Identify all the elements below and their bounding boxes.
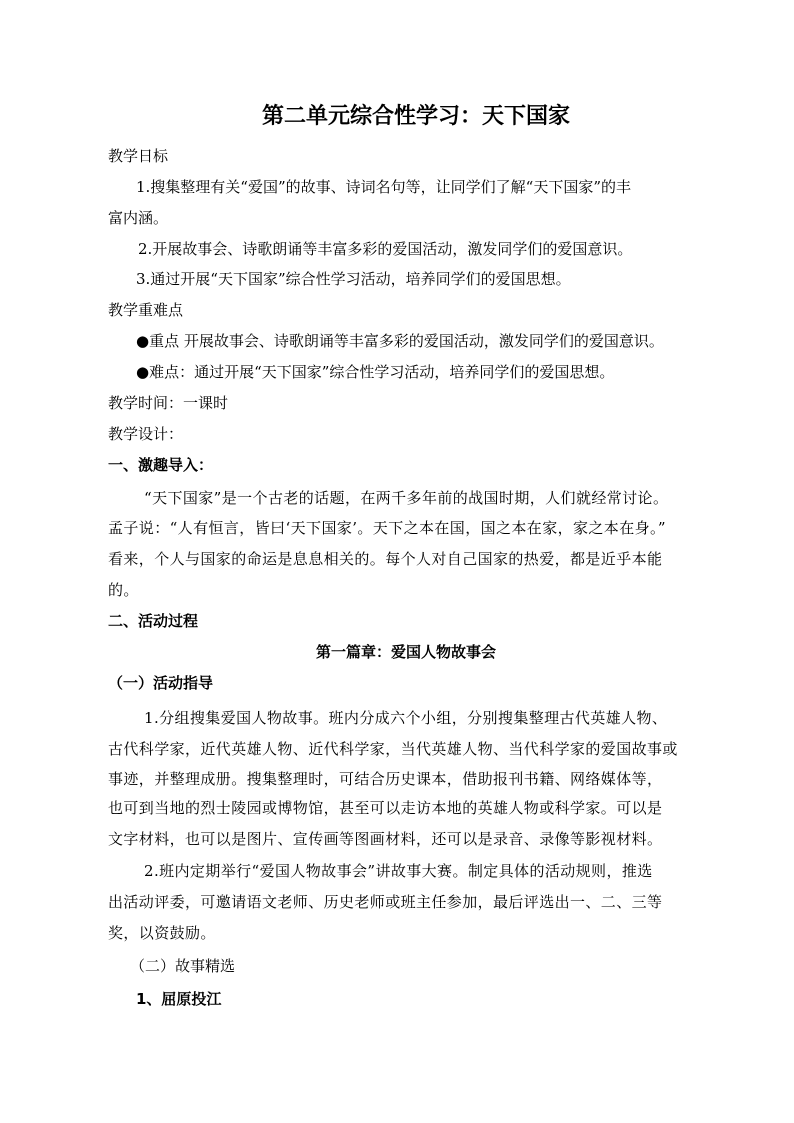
intro-line-4: 的。 [108, 581, 139, 599]
intro-line-1: “天下国家”是一个古老的话题，在两千多年前的战国时期，人们就经常讨论。 [144, 489, 669, 507]
guide-2-line-3: 奖，以资鼓励。 [108, 924, 216, 942]
guide-1-line-1: 1.分组搜集爱国人物故事。班内分成六个小组，分别搜集整理古代英雄人物、 [144, 709, 668, 727]
guide-2-line-2: 出活动评委，可邀请语文老师、历史老师或班主任参加，最后评选出一、二、三等 [108, 893, 663, 911]
guide-2-line-1: 2.班内定期举行“爱国人物故事会”讲故事大赛。制定具体的活动规则，推选 [144, 862, 653, 880]
story-1-heading: 1、屈原投江 [136, 990, 222, 1008]
teaching-design: 教学设计： [108, 425, 184, 443]
page-title: 第二单元综合性学习：天下国家 [262, 104, 571, 129]
goals-heading: 教学日标 [108, 147, 169, 165]
teaching-time: 教学时间：一课时 [108, 394, 229, 412]
subsection-2-heading: （二）故事精选 [130, 957, 236, 975]
key-point: ●重点 开展故事会、诗歌朗诵等丰富多彩的爱国活动，激发同学们的爱国意识。 [136, 332, 664, 350]
guide-1-line-4: 也可到当地的烈士陵园或博物馆，甚至可以走访本地的英雄人物或科学家。可以是 [108, 799, 663, 817]
goal-2: 2.开展故事会、诗歌朗诵等丰富多彩的爱国活动，激发同学们的爱国意识。 [138, 240, 633, 258]
guide-1-line-5: 文字材料，也可以是图片、宣传画等图画材料，还可以是录音、录像等影视材料。 [108, 830, 663, 848]
section-1-heading: 一、激趣导入： [108, 456, 214, 474]
section-2-heading: 二、活动过程 [108, 612, 199, 630]
chapter-1-heading: 第一篇章：爱国人物故事会 [316, 643, 497, 661]
difficulty-heading: 教学重难点 [108, 301, 184, 319]
guide-1-line-2: 古代科学家，近代英雄人物、近代科学家，当代英雄人物、当代科学家的爱国故事或 [108, 740, 678, 758]
hard-point: ●难点：通过开展“天下国家”综合性学习活动，培养同学们的爱国思想。 [136, 363, 615, 381]
intro-line-2: 孟子说：“人有恒言，皆曰‘天下国家’。天下之本在国，国之本在家，家之本在身。” [108, 519, 666, 537]
subsection-1-heading: （一）活动指导 [108, 674, 214, 692]
goal-3: 3.通过开展“天下国家”综合性学习活动，培养同学们的爱国思想。 [136, 270, 571, 288]
goal-1-line-2: 富内涵。 [108, 209, 169, 227]
guide-1-line-3: 事迹，并整理成册。搜集整理时，可结合历史课本，借助报刊书籍、网络媒体等， [108, 770, 663, 788]
goal-1-line-1: 1.搜集整理有关“爱国”的故事、诗词名句等，让同学们了解“天下国家”的丰 [136, 178, 631, 196]
intro-line-3: 看来，个人与国家的命运是息息相关的。每个人对自己国家的热爱，都是近乎本能 [108, 550, 663, 568]
